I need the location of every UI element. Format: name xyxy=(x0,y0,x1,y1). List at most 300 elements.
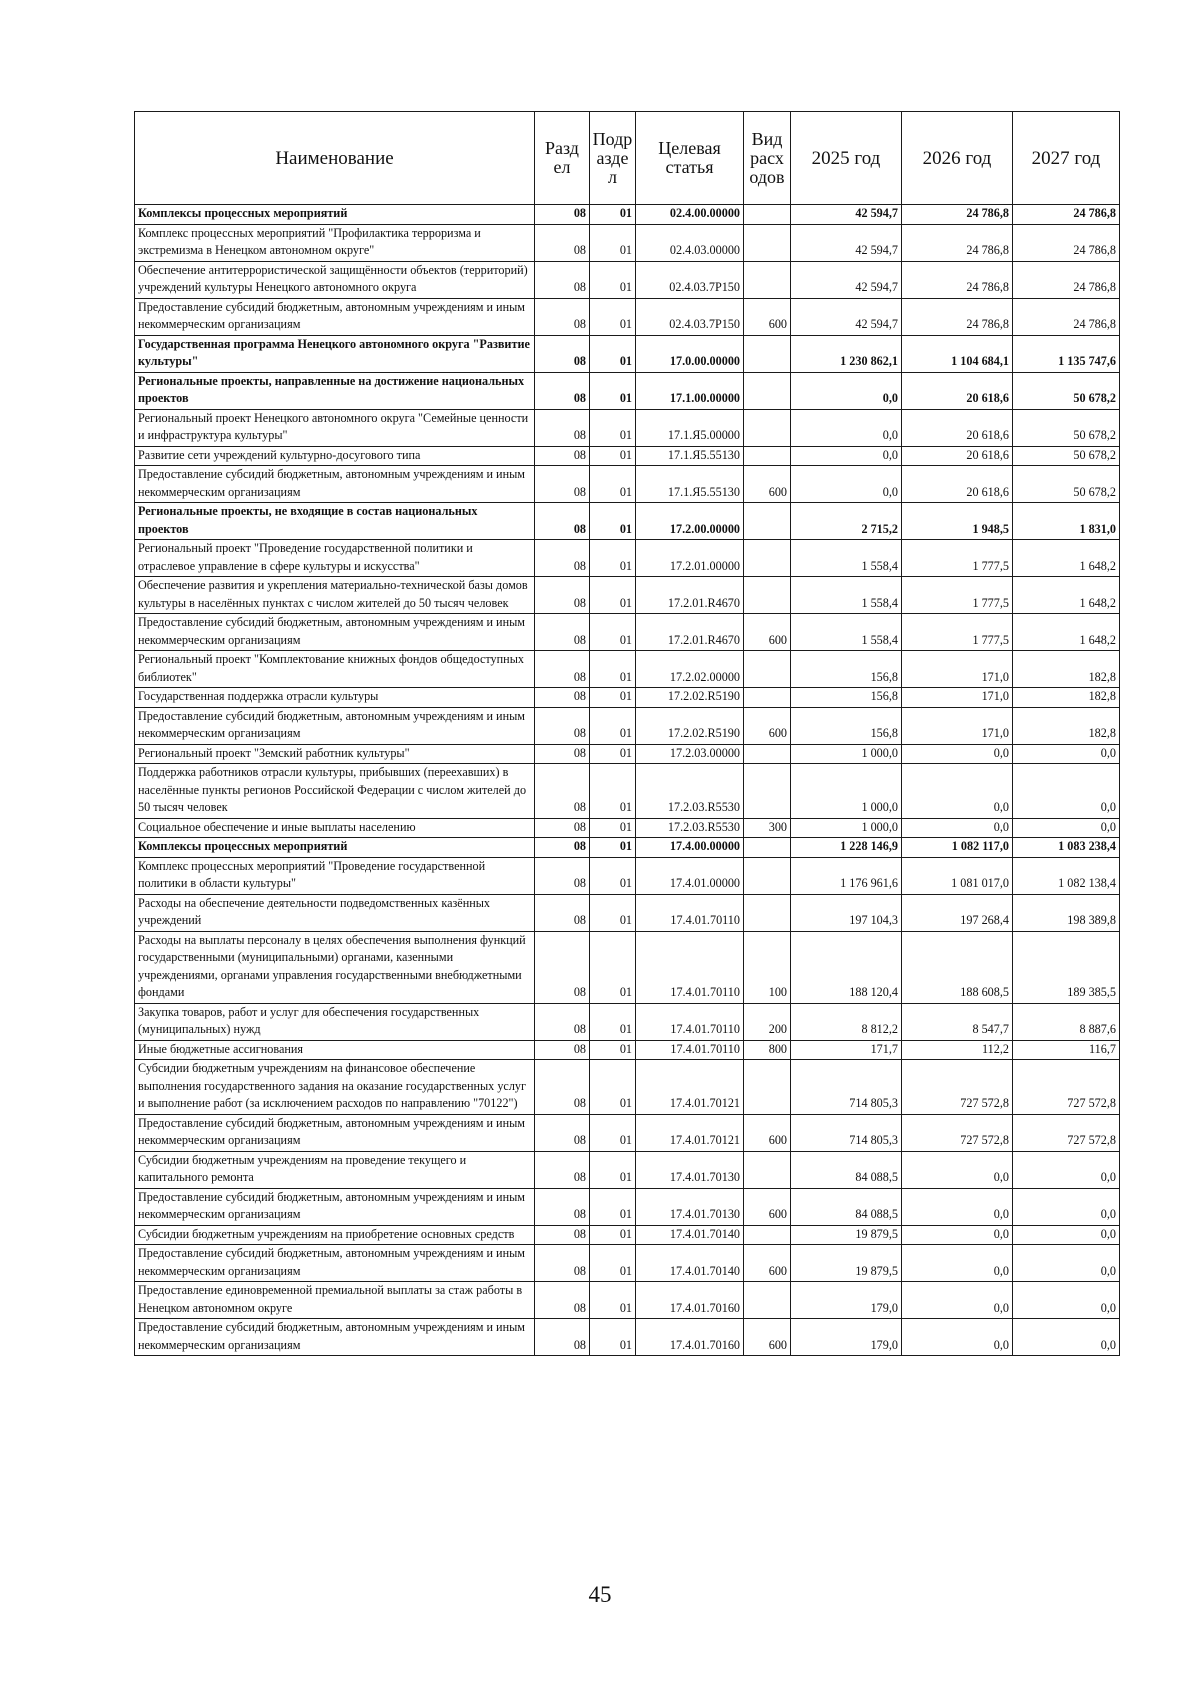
row-expense-type xyxy=(744,1060,791,1115)
row-amount-2026: 1 948,5 xyxy=(902,503,1013,540)
row-amount-2027: 1 135 747,6 xyxy=(1013,335,1120,372)
row-amount-2026: 0,0 xyxy=(902,1188,1013,1225)
row-amount-2027: 1 648,2 xyxy=(1013,614,1120,651)
header-year-2027: 2027 год xyxy=(1013,112,1120,205)
row-amount-2026: 0,0 xyxy=(902,1225,1013,1245)
row-subsection: 01 xyxy=(590,744,636,764)
header-name: Наименование xyxy=(135,112,535,205)
row-expense-type xyxy=(744,372,791,409)
row-amount-2026: 24 786,8 xyxy=(902,298,1013,335)
header-subsection: Подр азде л xyxy=(590,112,636,205)
row-target-article: 17.1.Я5.00000 xyxy=(636,409,744,446)
row-amount-2026: 171,0 xyxy=(902,688,1013,708)
row-expense-type xyxy=(744,838,791,858)
row-name: Субсидии бюджетным учреждениям на проведение текущего и капитального ремонта xyxy=(135,1151,535,1188)
row-amount-2027: 1 831,0 xyxy=(1013,503,1120,540)
row-amount-2027: 8 887,6 xyxy=(1013,1003,1120,1040)
row-section: 08 xyxy=(535,577,590,614)
row-subsection: 01 xyxy=(590,1188,636,1225)
row-amount-2027: 50 678,2 xyxy=(1013,409,1120,446)
row-amount-2025: 84 088,5 xyxy=(791,1188,902,1225)
row-amount-2025: 42 594,7 xyxy=(791,261,902,298)
table-row xyxy=(135,205,1120,225)
row-name: Государственная программа Ненецкого автономного округа "Развитие культуры" xyxy=(135,335,535,372)
table-row xyxy=(135,540,1120,577)
row-amount-2026: 171,0 xyxy=(902,651,1013,688)
table-row xyxy=(135,1188,1120,1225)
row-subsection: 01 xyxy=(590,707,636,744)
row-subsection: 01 xyxy=(590,372,636,409)
table-row xyxy=(135,857,1120,894)
row-amount-2027: 0,0 xyxy=(1013,1151,1120,1188)
row-subsection: 01 xyxy=(590,857,636,894)
row-expense-type xyxy=(744,1151,791,1188)
row-section: 08 xyxy=(535,1040,590,1060)
row-subsection: 01 xyxy=(590,1151,636,1188)
row-name: Предоставление субсидий бюджетным, автономным учреждениям и иным некоммерческим организациям xyxy=(135,298,535,335)
row-name: Предоставление субсидий бюджетным, автономным учреждениям и иным некоммерческим организациям xyxy=(135,1188,535,1225)
row-target-article: 17.4.01.00000 xyxy=(636,857,744,894)
row-target-article: 17.4.01.70140 xyxy=(636,1225,744,1245)
row-subsection: 01 xyxy=(590,1114,636,1151)
row-target-article: 17.4.01.70121 xyxy=(636,1114,744,1151)
table-row xyxy=(135,409,1120,446)
row-name: Предоставление единовременной премиальной выплаты за стаж работы в Ненецком автономном округе xyxy=(135,1282,535,1319)
row-expense-type xyxy=(744,894,791,931)
row-amount-2027: 24 786,8 xyxy=(1013,298,1120,335)
row-expense-type: 300 xyxy=(744,818,791,838)
row-amount-2027: 198 389,8 xyxy=(1013,894,1120,931)
row-amount-2025: 197 104,3 xyxy=(791,894,902,931)
row-expense-type xyxy=(744,261,791,298)
row-amount-2027: 727 572,8 xyxy=(1013,1114,1120,1151)
row-target-article: 17.4.01.70121 xyxy=(636,1060,744,1115)
row-section: 08 xyxy=(535,764,590,819)
row-target-article: 02.4.03.00000 xyxy=(636,224,744,261)
row-target-article: 17.1.Я5.55130 xyxy=(636,446,744,466)
row-amount-2025: 8 812,2 xyxy=(791,1003,902,1040)
table-row xyxy=(135,838,1120,858)
row-subsection: 01 xyxy=(590,446,636,466)
row-amount-2027: 50 678,2 xyxy=(1013,446,1120,466)
row-amount-2026: 24 786,8 xyxy=(902,205,1013,225)
row-section: 08 xyxy=(535,1151,590,1188)
row-amount-2025: 1 558,4 xyxy=(791,577,902,614)
row-section: 08 xyxy=(535,540,590,577)
row-expense-type: 600 xyxy=(744,298,791,335)
row-amount-2025: 0,0 xyxy=(791,372,902,409)
row-section: 08 xyxy=(535,298,590,335)
row-subsection: 01 xyxy=(590,894,636,931)
row-target-article: 17.1.Я5.55130 xyxy=(636,466,744,503)
row-amount-2025: 42 594,7 xyxy=(791,224,902,261)
row-target-article: 17.2.03.00000 xyxy=(636,744,744,764)
row-section: 08 xyxy=(535,931,590,1003)
table-header-row xyxy=(135,112,1120,205)
table-row xyxy=(135,1319,1120,1356)
row-subsection: 01 xyxy=(590,614,636,651)
row-target-article: 17.2.03.R5530 xyxy=(636,818,744,838)
header-year-2025: 2025 год xyxy=(791,112,902,205)
table-row xyxy=(135,1282,1120,1319)
row-target-article: 17.2.01.00000 xyxy=(636,540,744,577)
table-row xyxy=(135,372,1120,409)
row-amount-2026: 0,0 xyxy=(902,744,1013,764)
row-section: 08 xyxy=(535,335,590,372)
table-row xyxy=(135,446,1120,466)
row-subsection: 01 xyxy=(590,931,636,1003)
row-section: 08 xyxy=(535,261,590,298)
row-amount-2026: 0,0 xyxy=(902,1245,1013,1282)
row-section: 08 xyxy=(535,1003,590,1040)
table-row xyxy=(135,577,1120,614)
row-section: 08 xyxy=(535,894,590,931)
row-amount-2025: 0,0 xyxy=(791,446,902,466)
row-amount-2026: 0,0 xyxy=(902,818,1013,838)
header-target-article: Целевая статья xyxy=(636,112,744,205)
row-amount-2025: 179,0 xyxy=(791,1282,902,1319)
row-amount-2025: 0,0 xyxy=(791,466,902,503)
row-section: 08 xyxy=(535,1225,590,1245)
row-section: 08 xyxy=(535,1245,590,1282)
table-row xyxy=(135,503,1120,540)
row-amount-2026: 20 618,6 xyxy=(902,372,1013,409)
row-amount-2027: 50 678,2 xyxy=(1013,372,1120,409)
row-target-article: 17.2.02.R5190 xyxy=(636,707,744,744)
row-expense-type: 600 xyxy=(744,1114,791,1151)
row-amount-2026: 0,0 xyxy=(902,1319,1013,1356)
row-section: 08 xyxy=(535,1188,590,1225)
row-expense-type: 100 xyxy=(744,931,791,1003)
row-name: Предоставление субсидий бюджетным, автономным учреждениям и иным некоммерческим организациям xyxy=(135,1319,535,1356)
header-expense-type: Вид расх одов xyxy=(744,112,791,205)
table-row xyxy=(135,335,1120,372)
row-target-article: 17.4.01.70130 xyxy=(636,1151,744,1188)
row-name: Региональный проект "Земский работник культуры" xyxy=(135,744,535,764)
header-section: Разд ел xyxy=(535,112,590,205)
row-amount-2026: 188 608,5 xyxy=(902,931,1013,1003)
row-subsection: 01 xyxy=(590,1225,636,1245)
row-target-article: 17.1.00.00000 xyxy=(636,372,744,409)
row-amount-2025: 188 120,4 xyxy=(791,931,902,1003)
row-expense-type: 600 xyxy=(744,707,791,744)
row-amount-2026: 0,0 xyxy=(902,1151,1013,1188)
row-section: 08 xyxy=(535,372,590,409)
row-amount-2026: 1 777,5 xyxy=(902,614,1013,651)
table-row xyxy=(135,1225,1120,1245)
row-subsection: 01 xyxy=(590,838,636,858)
row-name: Обеспечение развития и укрепления материально-технической базы домов культуры в населённых пунктах с числом жителей до 50 тысяч человек xyxy=(135,577,535,614)
row-amount-2027: 0,0 xyxy=(1013,744,1120,764)
row-amount-2027: 24 786,8 xyxy=(1013,261,1120,298)
row-name: Обеспечение антитеррористической защищённости объектов (территорий) учреждений культуры Ненецкого автономного округа xyxy=(135,261,535,298)
row-amount-2026: 24 786,8 xyxy=(902,261,1013,298)
row-expense-type xyxy=(744,1225,791,1245)
row-amount-2027: 1 083 238,4 xyxy=(1013,838,1120,858)
row-name: Развитие сети учреждений культурно-досугового типа xyxy=(135,446,535,466)
budget-table xyxy=(134,111,1120,1356)
row-amount-2026: 8 547,7 xyxy=(902,1003,1013,1040)
table-row xyxy=(135,651,1120,688)
row-target-article: 02.4.00.00000 xyxy=(636,205,744,225)
row-subsection: 01 xyxy=(590,1040,636,1060)
row-name: Расходы на выплаты персоналу в целях обеспечения выполнения функций государственными (муниципальными) органами, казенными учреждениями, органами управления государственными внебюджетными фондами xyxy=(135,931,535,1003)
row-section: 08 xyxy=(535,818,590,838)
row-name: Региональные проекты, не входящие в состав национальных проектов xyxy=(135,503,535,540)
row-amount-2025: 1 228 146,9 xyxy=(791,838,902,858)
table-row xyxy=(135,614,1120,651)
row-amount-2027: 0,0 xyxy=(1013,818,1120,838)
row-name: Субсидии бюджетным учреждениям на приобретение основных средств xyxy=(135,1225,535,1245)
row-section: 08 xyxy=(535,503,590,540)
row-amount-2025: 19 879,5 xyxy=(791,1225,902,1245)
row-name: Региональные проекты, направленные на достижение национальных проектов xyxy=(135,372,535,409)
row-amount-2027: 0,0 xyxy=(1013,1245,1120,1282)
row-name: Предоставление субсидий бюджетным, автономным учреждениям и иным некоммерческим организациям xyxy=(135,1245,535,1282)
row-target-article: 17.4.01.70110 xyxy=(636,1040,744,1060)
row-section: 08 xyxy=(535,1282,590,1319)
row-amount-2025: 171,7 xyxy=(791,1040,902,1060)
row-amount-2025: 19 879,5 xyxy=(791,1245,902,1282)
row-target-article: 17.4.01.70110 xyxy=(636,1003,744,1040)
header-year-2026: 2026 год xyxy=(902,112,1013,205)
row-expense-type: 600 xyxy=(744,466,791,503)
table-row xyxy=(135,707,1120,744)
row-amount-2027: 189 385,5 xyxy=(1013,931,1120,1003)
row-name: Региональный проект Ненецкого автономного округа "Семейные ценности и инфраструктура культуры" xyxy=(135,409,535,446)
row-amount-2026: 1 082 117,0 xyxy=(902,838,1013,858)
row-expense-type xyxy=(744,577,791,614)
row-name: Иные бюджетные ассигнования xyxy=(135,1040,535,1060)
row-section: 08 xyxy=(535,614,590,651)
row-amount-2027: 0,0 xyxy=(1013,1282,1120,1319)
row-amount-2026: 1 081 017,0 xyxy=(902,857,1013,894)
row-expense-type xyxy=(744,224,791,261)
row-section: 08 xyxy=(535,205,590,225)
row-subsection: 01 xyxy=(590,1282,636,1319)
row-amount-2027: 0,0 xyxy=(1013,1225,1120,1245)
row-subsection: 01 xyxy=(590,818,636,838)
row-name: Комплекс процессных мероприятий "Профилактика терроризма и экстремизма в Ненецком автономном округе" xyxy=(135,224,535,261)
row-target-article: 17.4.01.70130 xyxy=(636,1188,744,1225)
row-amount-2025: 156,8 xyxy=(791,651,902,688)
row-expense-type xyxy=(744,409,791,446)
row-subsection: 01 xyxy=(590,1319,636,1356)
row-amount-2025: 179,0 xyxy=(791,1319,902,1356)
row-amount-2027: 50 678,2 xyxy=(1013,466,1120,503)
row-amount-2027: 0,0 xyxy=(1013,1188,1120,1225)
row-subsection: 01 xyxy=(590,577,636,614)
table-row xyxy=(135,1003,1120,1040)
row-amount-2025: 84 088,5 xyxy=(791,1151,902,1188)
row-amount-2025: 156,8 xyxy=(791,688,902,708)
row-name: Государственная поддержка отрасли культуры xyxy=(135,688,535,708)
row-expense-type xyxy=(744,744,791,764)
row-expense-type: 800 xyxy=(744,1040,791,1060)
row-subsection: 01 xyxy=(590,1003,636,1040)
row-name: Социальное обеспечение и иные выплаты населению xyxy=(135,818,535,838)
row-target-article: 17.4.01.70140 xyxy=(636,1245,744,1282)
row-section: 08 xyxy=(535,409,590,446)
row-expense-type xyxy=(744,540,791,577)
row-amount-2027: 182,8 xyxy=(1013,688,1120,708)
row-amount-2026: 112,2 xyxy=(902,1040,1013,1060)
table-row xyxy=(135,931,1120,1003)
row-amount-2025: 42 594,7 xyxy=(791,298,902,335)
row-amount-2025: 714 805,3 xyxy=(791,1114,902,1151)
row-target-article: 17.4.00.00000 xyxy=(636,838,744,858)
row-target-article: 17.2.01.R4670 xyxy=(636,577,744,614)
table-row xyxy=(135,224,1120,261)
table-row xyxy=(135,1151,1120,1188)
row-amount-2027: 1 648,2 xyxy=(1013,540,1120,577)
row-amount-2027: 182,8 xyxy=(1013,707,1120,744)
row-amount-2026: 727 572,8 xyxy=(902,1114,1013,1151)
row-amount-2026: 171,0 xyxy=(902,707,1013,744)
row-section: 08 xyxy=(535,707,590,744)
row-section: 08 xyxy=(535,838,590,858)
row-target-article: 17.4.01.70160 xyxy=(636,1319,744,1356)
row-amount-2025: 1 000,0 xyxy=(791,818,902,838)
row-section: 08 xyxy=(535,651,590,688)
row-expense-type xyxy=(744,205,791,225)
row-amount-2027: 0,0 xyxy=(1013,764,1120,819)
row-name: Закупка товаров, работ и услуг для обеспечения государственных (муниципальных) нужд xyxy=(135,1003,535,1040)
row-name: Комплексы процессных мероприятий xyxy=(135,205,535,225)
row-expense-type xyxy=(744,764,791,819)
row-expense-type xyxy=(744,1282,791,1319)
table-row xyxy=(135,744,1120,764)
table-row xyxy=(135,818,1120,838)
row-target-article: 17.4.01.70110 xyxy=(636,931,744,1003)
row-section: 08 xyxy=(535,857,590,894)
row-target-article: 17.4.01.70160 xyxy=(636,1282,744,1319)
row-name: Региональный проект "Комплектование книжных фондов общедоступных библиотек" xyxy=(135,651,535,688)
row-amount-2025: 714 805,3 xyxy=(791,1060,902,1115)
row-amount-2027: 24 786,8 xyxy=(1013,224,1120,261)
row-amount-2025: 1 000,0 xyxy=(791,744,902,764)
row-name: Комплексы процессных мероприятий xyxy=(135,838,535,858)
row-amount-2027: 182,8 xyxy=(1013,651,1120,688)
row-amount-2026: 24 786,8 xyxy=(902,224,1013,261)
page-number: 45 xyxy=(588,1582,612,1607)
row-subsection: 01 xyxy=(590,224,636,261)
row-expense-type: 600 xyxy=(744,1245,791,1282)
row-amount-2026: 1 104 684,1 xyxy=(902,335,1013,372)
row-section: 08 xyxy=(535,1114,590,1151)
table-row xyxy=(135,764,1120,819)
row-name: Предоставление субсидий бюджетным, автономным учреждениям и иным некоммерческим организациям xyxy=(135,614,535,651)
row-amount-2027: 1 082 138,4 xyxy=(1013,857,1120,894)
row-subsection: 01 xyxy=(590,261,636,298)
row-name: Предоставление субсидий бюджетным, автономным учреждениям и иным некоммерческим организациям xyxy=(135,707,535,744)
row-section: 08 xyxy=(535,466,590,503)
row-subsection: 01 xyxy=(590,503,636,540)
row-subsection: 01 xyxy=(590,688,636,708)
row-amount-2027: 0,0 xyxy=(1013,1319,1120,1356)
row-amount-2026: 0,0 xyxy=(902,1282,1013,1319)
row-section: 08 xyxy=(535,1319,590,1356)
row-section: 08 xyxy=(535,688,590,708)
row-subsection: 01 xyxy=(590,298,636,335)
row-amount-2025: 1 176 961,6 xyxy=(791,857,902,894)
row-amount-2026: 20 618,6 xyxy=(902,466,1013,503)
row-target-article: 17.2.00.00000 xyxy=(636,503,744,540)
row-amount-2027: 1 648,2 xyxy=(1013,577,1120,614)
table-row xyxy=(135,688,1120,708)
row-subsection: 01 xyxy=(590,205,636,225)
row-subsection: 01 xyxy=(590,466,636,503)
row-expense-type: 200 xyxy=(744,1003,791,1040)
row-target-article: 17.2.01.R4670 xyxy=(636,614,744,651)
row-target-article: 17.2.03.R5530 xyxy=(636,764,744,819)
row-expense-type xyxy=(744,688,791,708)
row-amount-2026: 20 618,6 xyxy=(902,409,1013,446)
row-expense-type xyxy=(744,446,791,466)
row-name: Поддержка работников отрасли культуры, прибывших (переехавших) в населённые пункты регионов Российской Федерации с числом жителей до 50 тысяч человек xyxy=(135,764,535,819)
table-body xyxy=(135,205,1120,1356)
row-subsection: 01 xyxy=(590,651,636,688)
row-expense-type xyxy=(744,503,791,540)
row-subsection: 01 xyxy=(590,1060,636,1115)
row-amount-2027: 24 786,8 xyxy=(1013,205,1120,225)
row-amount-2025: 1 558,4 xyxy=(791,540,902,577)
table-row xyxy=(135,1060,1120,1115)
row-amount-2027: 727 572,8 xyxy=(1013,1060,1120,1115)
row-amount-2026: 20 618,6 xyxy=(902,446,1013,466)
row-amount-2026: 1 777,5 xyxy=(902,577,1013,614)
row-amount-2026: 197 268,4 xyxy=(902,894,1013,931)
row-expense-type: 600 xyxy=(744,1319,791,1356)
row-target-article: 17.0.00.00000 xyxy=(636,335,744,372)
row-subsection: 01 xyxy=(590,1245,636,1282)
row-name: Региональный проект "Проведение государственной политики и отраслевое управление в сфере культуры и искусства" xyxy=(135,540,535,577)
row-subsection: 01 xyxy=(590,764,636,819)
table-row xyxy=(135,1245,1120,1282)
row-amount-2025: 156,8 xyxy=(791,707,902,744)
row-name: Комплекс процессных мероприятий "Проведение государственной политики в области культуры" xyxy=(135,857,535,894)
row-target-article: 17.4.01.70110 xyxy=(636,894,744,931)
row-section: 08 xyxy=(535,744,590,764)
row-section: 08 xyxy=(535,224,590,261)
row-name: Расходы на обеспечение деятельности подведомственных казённых учреждений xyxy=(135,894,535,931)
row-section: 08 xyxy=(535,446,590,466)
row-target-article: 17.2.02.00000 xyxy=(636,651,744,688)
row-expense-type xyxy=(744,651,791,688)
row-name: Предоставление субсидий бюджетным, автономным учреждениям и иным некоммерческим организациям xyxy=(135,1114,535,1151)
table-row xyxy=(135,1114,1120,1151)
row-amount-2025: 1 558,4 xyxy=(791,614,902,651)
row-amount-2026: 1 777,5 xyxy=(902,540,1013,577)
table-row xyxy=(135,261,1120,298)
table-row xyxy=(135,466,1120,503)
row-amount-2027: 116,7 xyxy=(1013,1040,1120,1060)
row-expense-type: 600 xyxy=(744,1188,791,1225)
row-amount-2025: 0,0 xyxy=(791,409,902,446)
row-target-article: 02.4.03.7Р150 xyxy=(636,298,744,335)
row-name: Субсидии бюджетным учреждениям на финансовое обеспечение выполнения государственного задания на оказание государственных услуг и выполнение работ (за исключением расходов по направлению "70122") xyxy=(135,1060,535,1115)
row-name: Предоставление субсидий бюджетным, автономным учреждениям и иным некоммерческим организациям xyxy=(135,466,535,503)
row-subsection: 01 xyxy=(590,335,636,372)
row-expense-type xyxy=(744,335,791,372)
table-row xyxy=(135,298,1120,335)
table-row xyxy=(135,1040,1120,1060)
row-amount-2026: 727 572,8 xyxy=(902,1060,1013,1115)
row-expense-type: 600 xyxy=(744,614,791,651)
row-amount-2025: 42 594,7 xyxy=(791,205,902,225)
row-subsection: 01 xyxy=(590,409,636,446)
row-amount-2026: 0,0 xyxy=(902,764,1013,819)
